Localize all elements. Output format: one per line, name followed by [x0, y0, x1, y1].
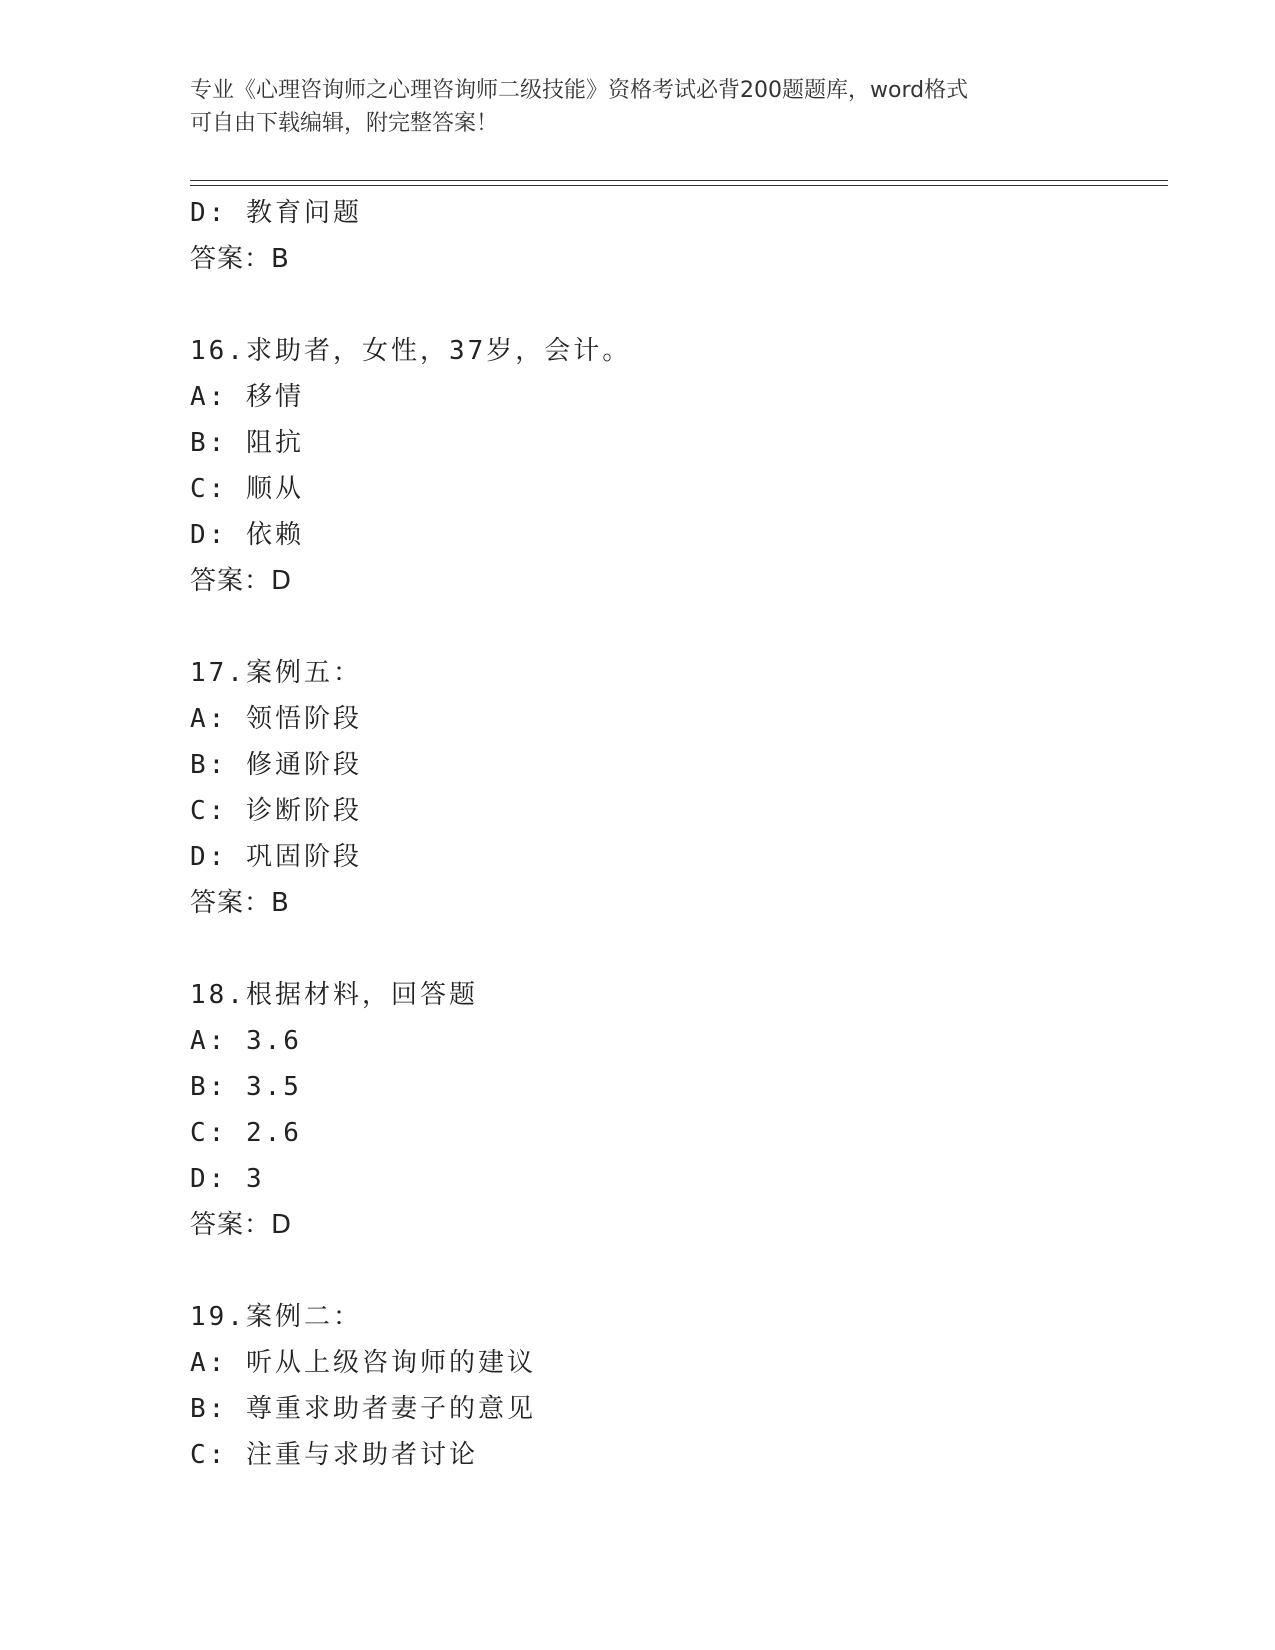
answer: 答案：B: [190, 888, 290, 918]
question-19: [190, 1294, 1170, 1478]
option-a: A: 移情: [190, 382, 304, 412]
option-d: D: 3: [190, 1164, 265, 1194]
option-c: C: 顺从: [190, 474, 304, 504]
option-c: C: 注重与求助者讨论: [190, 1440, 478, 1470]
option-c: C: 2.6: [190, 1118, 302, 1148]
option-a: A: 听从上级咨询师的建议: [190, 1348, 536, 1378]
question-list: [190, 190, 1170, 1478]
option-b: B: 阻抗: [190, 428, 304, 458]
question-title: 18.根据材料，回答题: [190, 980, 478, 1010]
spacer: [190, 926, 1170, 972]
option-b: B: 3.5: [190, 1072, 302, 1102]
question-17: [190, 650, 1170, 926]
document-header: [190, 74, 1090, 140]
question-title: 16.求助者，女性，37岁，会计。: [190, 336, 632, 366]
header-line-2: 可自由下载编辑，附完整答案！: [190, 111, 499, 136]
header-divider-bottom: [190, 185, 1168, 186]
option-d: D: 依赖: [190, 520, 304, 550]
spacer: [190, 604, 1170, 650]
header-divider-top: [190, 180, 1168, 181]
spacer: [190, 282, 1170, 328]
answer: 答案：D: [190, 1210, 293, 1240]
option-a: A: 领悟阶段: [190, 704, 362, 734]
option-c: C: 诊断阶段: [190, 796, 362, 826]
question-title: 17.案例五：: [190, 658, 362, 688]
option-a: A: 3.6: [190, 1026, 302, 1056]
option-b: B: 修通阶段: [190, 750, 362, 780]
prev-question-option-d: D: 教育问题: [190, 198, 362, 228]
option-b: B: 尊重求助者妻子的意见: [190, 1394, 536, 1424]
option-d: D: 巩固阶段: [190, 842, 362, 872]
prev-question-answer: 答案：B: [190, 244, 290, 274]
header-line-1: 专业《心理咨询师之心理咨询师二级技能》资格考试必背200题题库，word格式: [190, 78, 969, 103]
question-16: [190, 328, 1170, 604]
spacer: [190, 1248, 1170, 1294]
question-title: 19.案例二：: [190, 1302, 362, 1332]
answer: 答案：D: [190, 566, 293, 596]
question-18: [190, 972, 1170, 1248]
